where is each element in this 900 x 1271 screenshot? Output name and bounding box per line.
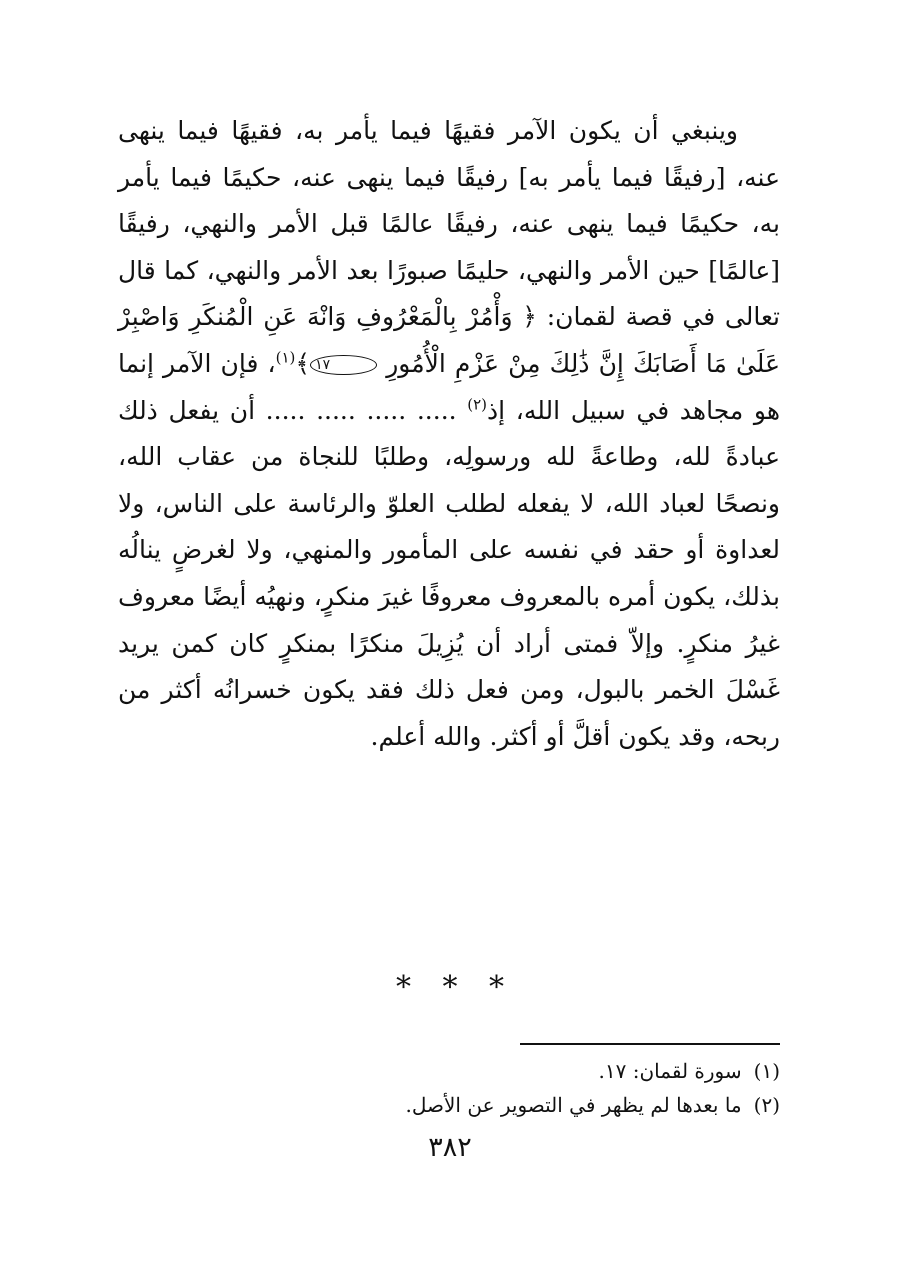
- missing-text-ellipsis: ..... ..... ..... .....: [255, 395, 468, 425]
- quran-close-bracket: ﴾: [295, 348, 311, 378]
- footnote-number: (١): [753, 1059, 780, 1083]
- paragraph: [118, 108, 780, 760]
- section-separator: * * *: [395, 970, 505, 1005]
- main-text-block: [118, 108, 780, 760]
- paragraph-text-part1: وينبغي أن يكون الآمر فقيهًا فيما يأمر به، فقيهًا فيما ينهى عنه، [رفيقًا فيما يأمر به] رفيقًا فيما ينهى عنه، حكيمًا فيما يأمر به، حكيمًا فيما ينهى عنه، رفيقًا عالمًا قبل الأمر والنهي، رفيقًا [عالمًا] حين الأمر والنهي، حليمًا صبورًا بعد الأمر والنهي، كما قال تعالى في قصة لقمان:: [118, 116, 780, 332]
- footnote-divider: [520, 1043, 780, 1045]
- paragraph-text-part3: أن يفعل ذلك عبادةً لله، وطاعةً لله ورسولِه، وطلبًا للنجاة من عقاب الله، ونصحًا لعباد الله، لا يفعله لطلب العلوّ والرئاسة على الناس، ولا لعداوة أو حقد في نفسه على المأمور والمنهي، ولا لغرضٍ ينالُه بذلك، يكون أمره بالمعروف معروفًا غيرَ منكرٍ، ونهيُه أيضًا معروف غيرُ منكرٍ. وإلاّ فمتى أراد أن يُزِيلَ منكرًا بمنكرٍ كان كمن يريد غَسْلَ الخمر بالبول، ومن فعل ذلك فقد يكون خسرانُه أكثر من ربحه، وقد يكون أقلَّ أو أكثر. والله أعلم.: [118, 395, 780, 751]
- footnote-text: ما بعدها لم يظهر في التصوير عن الأصل.: [405, 1093, 742, 1117]
- footnote-number: (٢): [753, 1093, 780, 1117]
- ayah-number-mark: ١٧: [310, 355, 377, 375]
- quran-verse: ﴿ وَأْمُرْ بِالْمَعْرُوفِ وَانْهَ عَنِ الْمُنكَرِ وَاصْبِرْ عَلَىٰ مَا أَصَابَكَ إِنَّ ذَٰلِكَ مِنْ عَزْمِ الْأُمُورِ: [118, 302, 780, 378]
- footnote-ref-2: (٢): [467, 395, 488, 414]
- footnote-1: [380, 1054, 780, 1088]
- footnote-text: سورة لقمان: ١٧.: [598, 1059, 742, 1083]
- footnotes: [380, 1054, 780, 1122]
- footnote-2: [380, 1088, 780, 1122]
- footnote-ref-1: (١): [275, 348, 296, 367]
- page-number: ٣٨٢: [428, 1132, 472, 1163]
- paragraph-text-part2: ، فإن الآمر إنما هو مجاهد في سبيل الله، إذ: [118, 348, 780, 425]
